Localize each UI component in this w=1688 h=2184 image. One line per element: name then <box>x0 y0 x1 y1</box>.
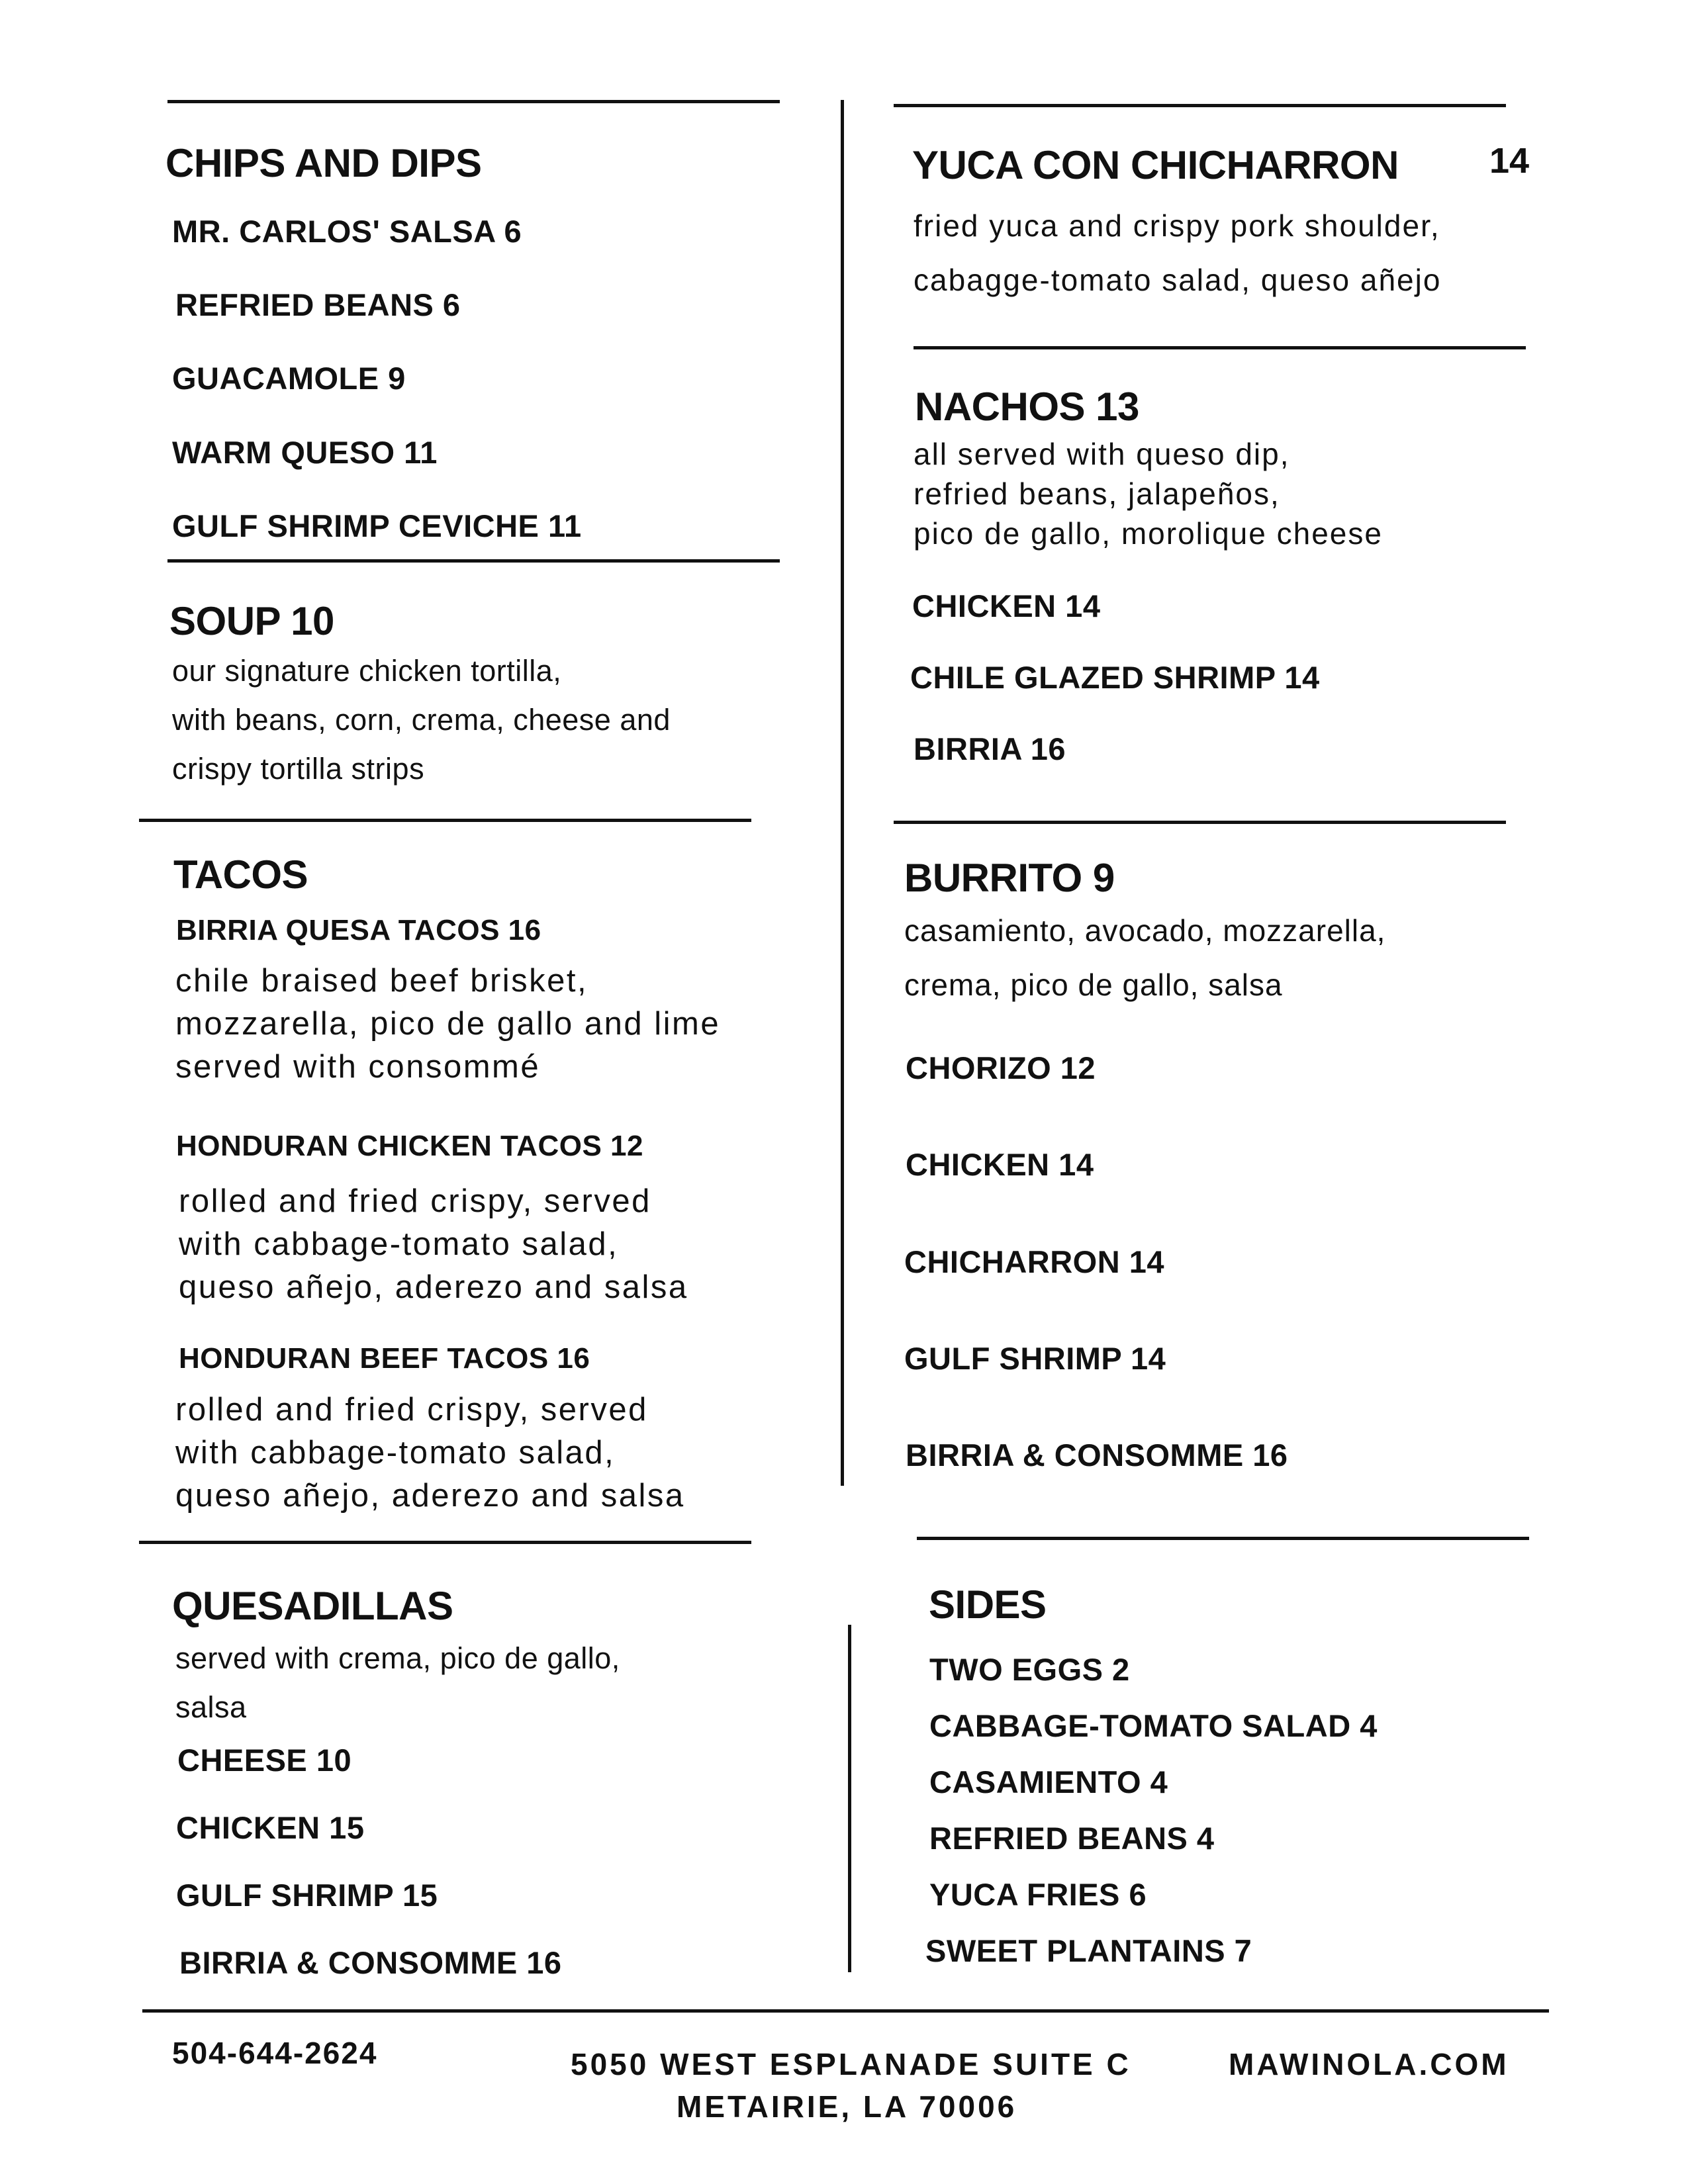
divider-top-left <box>167 100 780 103</box>
description-line: casamiento, avocado, mozzarella, <box>904 913 1386 948</box>
menu-item: YUCA FRIES 6 <box>929 1877 1147 1912</box>
menu-item: CHICKEN 14 <box>906 1147 1094 1182</box>
menu-item-description <box>175 1388 685 1518</box>
menu-item: GULF SHRIMP CEVICHE 11 <box>172 508 582 543</box>
section-title: BURRITO 9 <box>904 856 1115 900</box>
menu-item-name: HONDURAN BEEF TACOS 16 <box>179 1342 590 1375</box>
menu-item: CHICHARRON 14 <box>904 1244 1164 1279</box>
section-title: TACOS <box>173 852 308 897</box>
divider-soup-tacos <box>139 819 751 822</box>
address-line-1: 5050 WEST ESPLANADE SUITE C <box>571 2047 1131 2081</box>
description-line: our signature chicken tortilla, <box>172 654 562 688</box>
description-line: with beans, corn, crema, cheese and <box>172 703 671 737</box>
description-line: queso añejo, aderezo and salsa <box>179 1269 688 1305</box>
menu-item-name: BIRRIA QUESA TACOS 16 <box>176 914 541 946</box>
description-line: refried beans, jalapeños, <box>914 477 1280 511</box>
website-link[interactable]: MAWINOLA.COM <box>1229 2047 1509 2081</box>
divider-tacos-quesadillas <box>139 1541 751 1544</box>
section-title: YUCA CON CHICHARRON <box>912 143 1399 187</box>
section-price: 14 <box>1489 141 1530 181</box>
menu-item-name: HONDURAN CHICKEN TACOS 12 <box>176 1130 643 1162</box>
menu-item-description <box>175 960 720 1089</box>
section-description <box>914 434 1383 553</box>
section-description <box>172 647 671 794</box>
column-divider-lower <box>848 1625 851 1972</box>
divider-chips-soup <box>167 559 780 563</box>
menu-item: MR. CARLOS' SALSA 6 <box>172 214 522 249</box>
address-line-2: METAIRIE, LA 70006 <box>677 2089 1017 2124</box>
description-line: rolled and fried crispy, served <box>175 1392 648 1428</box>
menu-item: BIRRIA 16 <box>914 731 1066 766</box>
description-line: chile braised beef brisket, <box>175 963 588 999</box>
description-line: fried yuca and crispy pork shoulder, <box>914 208 1440 243</box>
menu-item: BIRRIA & CONSOMME 16 <box>906 1437 1288 1473</box>
menu-item: SWEET PLANTAINS 7 <box>925 1933 1252 1968</box>
section-title: QUESADILLAS <box>172 1584 453 1628</box>
menu-item-description <box>179 1180 688 1309</box>
menu-item: CHILE GLAZED SHRIMP 14 <box>910 660 1320 695</box>
section-description <box>175 1634 620 1732</box>
divider-burrito-sides <box>917 1537 1529 1540</box>
description-line: mozzarella, pico de gallo and lime <box>175 1006 721 1042</box>
description-line: served with consommé <box>175 1049 541 1085</box>
section-title: NACHOS 13 <box>915 385 1139 429</box>
menu-item: CASAMIENTO 4 <box>929 1764 1168 1799</box>
section-title: CHIPS AND DIPS <box>165 141 482 185</box>
menu-item: CHICKEN 14 <box>912 588 1101 623</box>
description-line: salsa <box>175 1690 247 1724</box>
menu-item: CABBAGE-TOMATO SALAD 4 <box>929 1708 1378 1743</box>
description-line: queso añejo, aderezo and salsa <box>175 1478 685 1514</box>
column-divider-upper <box>841 100 844 1486</box>
menu-item: GULF SHRIMP 15 <box>176 1878 438 1913</box>
description-line: pico de gallo, morolique cheese <box>914 516 1383 551</box>
menu-item: WARM QUESO 11 <box>172 435 438 470</box>
divider-top-right <box>894 104 1506 107</box>
menu-item: GULF SHRIMP 14 <box>904 1341 1166 1376</box>
menu-item: TWO EGGS 2 <box>929 1652 1130 1687</box>
divider-footer <box>142 2009 1549 2013</box>
description-line: with cabbage-tomato salad, <box>179 1226 619 1262</box>
divider-yuca-nachos <box>914 346 1526 349</box>
description-line: crema, pico de gallo, salsa <box>904 968 1283 1002</box>
divider-nachos-burrito <box>894 821 1506 824</box>
menu-item: CHORIZO 12 <box>906 1050 1096 1085</box>
menu-item: BIRRIA & CONSOMME 16 <box>179 1945 562 1980</box>
menu-item: REFRIED BEANS 4 <box>929 1821 1215 1856</box>
menu-item: CHEESE 10 <box>177 1743 352 1778</box>
section-description <box>914 199 1441 307</box>
description-line: cabagge-tomato salad, queso añejo <box>914 263 1442 297</box>
description-line: all served with queso dip, <box>914 437 1290 471</box>
menu-item: CHICKEN 15 <box>176 1810 365 1845</box>
description-line: crispy tortilla strips <box>172 752 425 786</box>
description-line: served with crema, pico de gallo, <box>175 1641 620 1675</box>
menu-item: REFRIED BEANS 6 <box>175 287 461 322</box>
section-description <box>904 903 1385 1012</box>
description-line: rolled and fried crispy, served <box>179 1183 651 1219</box>
section-title: SOUP 10 <box>169 599 334 643</box>
description-line: with cabbage-tomato salad, <box>175 1435 616 1471</box>
section-title: SIDES <box>929 1582 1047 1627</box>
menu-item: GUACAMOLE 9 <box>172 361 406 396</box>
phone-number[interactable]: 504-644-2624 <box>172 2036 378 2070</box>
